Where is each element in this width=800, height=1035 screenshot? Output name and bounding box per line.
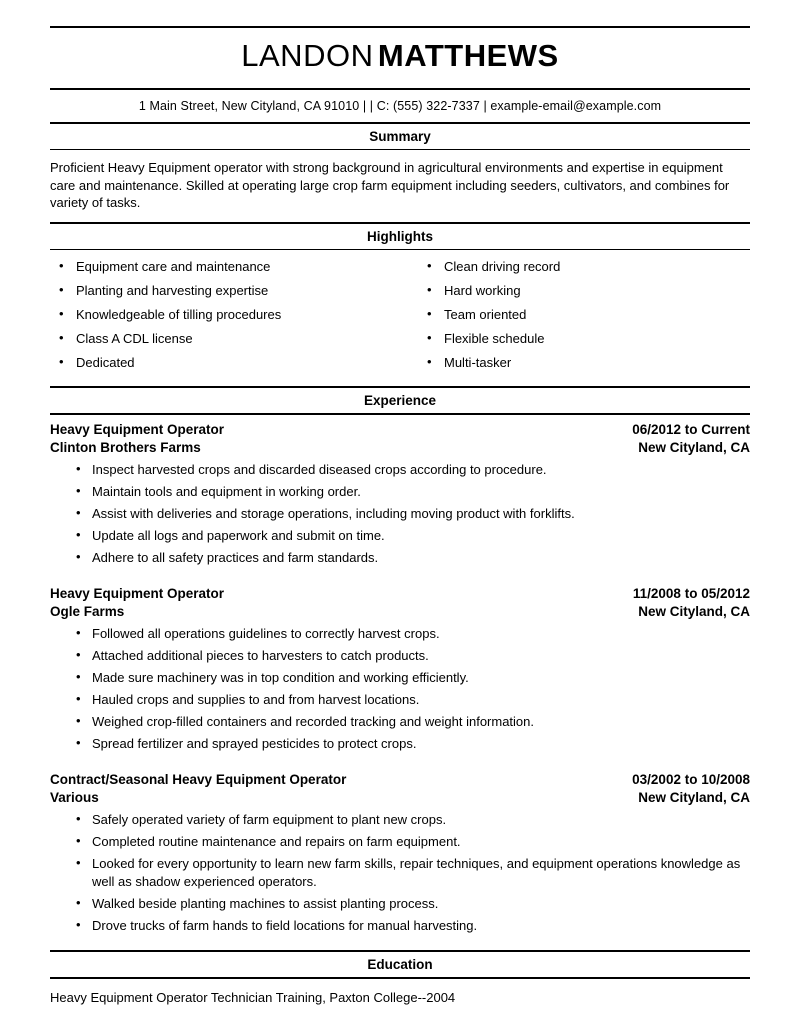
summary-section-title: Summary — [369, 129, 431, 144]
list-item: • Assist with deliveries and storage operations, including moving product with forklifts. — [50, 505, 750, 524]
list-item: • Team oriented — [418, 306, 750, 325]
experience-section-title: Experience — [363, 392, 437, 408]
list-item: • Attached additional pieces to harvesters to catch products. — [50, 647, 750, 666]
job-duties-list — [50, 625, 750, 754]
job-title: Heavy Equipment Operator — [50, 421, 225, 437]
job-title: Heavy Equipment Operator — [50, 585, 225, 601]
experience-company-row — [50, 789, 750, 807]
list-item: • Followed all operations guidelines to correctly harvest crops. — [50, 625, 750, 644]
list-item: • Planting and harvesting expertise — [50, 282, 400, 301]
experience-entry — [50, 579, 750, 754]
job-location: New Cityland, CA — [638, 603, 750, 619]
job-duties-list — [50, 461, 750, 568]
experience-entry — [50, 765, 750, 936]
job-dates: 06/2012 to Current — [632, 421, 750, 437]
list-item: • Flexible schedule — [418, 330, 750, 349]
job-company: Ogle Farms — [50, 603, 125, 619]
list-item: • Hauled crops and supplies to and from harvest locations. — [50, 691, 750, 710]
list-item: • Safely operated variety of farm equipment to plant new crops. — [50, 811, 750, 830]
list-item: • Made sure machinery was in top condition and working efficiently. — [50, 669, 750, 688]
list-item: • Adhere to all safety practices and farm standards. — [50, 549, 750, 568]
job-location: New Cityland, CA — [638, 439, 750, 455]
highlights-left-list — [50, 258, 400, 373]
experience-role-row — [50, 421, 750, 439]
job-location: New Cityland, CA — [638, 789, 750, 805]
list-item: • Spread fertilizer and sprayed pesticides to protect crops. — [50, 735, 750, 754]
list-item: • Weighed crop-filled containers and recorded tracking and weight information. — [50, 713, 750, 732]
list-item: • Hard working — [418, 282, 750, 301]
spacer — [50, 571, 750, 579]
experience-role-row — [50, 771, 750, 789]
experience-role-row — [50, 585, 750, 603]
list-item: • Walked beside planting machines to assist planting process. — [50, 895, 750, 914]
education-text: Heavy Equipment Operator Technician Training, Paxton College--2004 — [50, 990, 456, 1005]
list-item: • Class A CDL license — [50, 330, 400, 349]
spacer — [50, 757, 750, 765]
highlights-right-list — [418, 258, 750, 373]
highlights-right-column — [400, 258, 750, 378]
list-item: • Update all logs and paperwork and submit on time. — [50, 527, 750, 546]
job-company: Various — [50, 789, 99, 805]
highlights-columns — [50, 250, 750, 386]
list-item: • Maintain tools and equipment in working order. — [50, 483, 750, 502]
list-item: • Clean driving record — [418, 258, 750, 277]
list-item: • Drove trucks of farm hands to field locations for manual harvesting. — [50, 917, 750, 936]
job-dates: 11/2008 to 05/2012 — [632, 585, 750, 601]
list-item: • Equipment care and maintenance — [50, 258, 400, 277]
list-item: • Looked for every opportunity to learn new farm skills, repair techniques, and equipment operations knowledge as well as shadow experienced operators. — [50, 855, 750, 892]
experience-entry — [50, 415, 750, 568]
list-item: • Dedicated — [50, 354, 400, 373]
list-item: • Multi-tasker — [418, 354, 750, 373]
list-item: • Knowledgeable of tilling procedures — [50, 306, 400, 325]
contact-line: 1 Main Street, New Cityland, CA 91010 | | C: (555) 322-7337 | example-email@example.com — [138, 99, 662, 113]
list-item: • Completed routine maintenance and repairs on farm equipment. — [50, 833, 750, 852]
job-title: Contract/Seasonal Heavy Equipment Operator — [50, 771, 347, 787]
job-dates: 03/2002 to 10/2008 — [632, 771, 750, 787]
first-name: LANDON — [241, 38, 374, 73]
highlights-section-title: Highlights — [367, 228, 433, 244]
education-section-title: Education — [367, 957, 433, 972]
page-title — [50, 28, 750, 88]
last-name: MATTHEWS — [377, 38, 559, 73]
summary-text: Proficient Heavy Equipment operator with strong background in agricultural environments and expertise in equipment care and maintenance. Skilled at operating large crop farm equipment including seeders, cultivators, and combines for variety of tasks. — [50, 160, 730, 210]
experience-company-row — [50, 439, 750, 457]
spacer — [50, 939, 750, 950]
experience-company-row — [50, 603, 750, 621]
job-duties-list — [50, 811, 750, 936]
list-item: • Inspect harvested crops and discarded diseased crops according to procedure. — [50, 461, 750, 480]
job-company: Clinton Brothers Farms — [50, 439, 201, 455]
highlights-left-column — [50, 258, 400, 378]
